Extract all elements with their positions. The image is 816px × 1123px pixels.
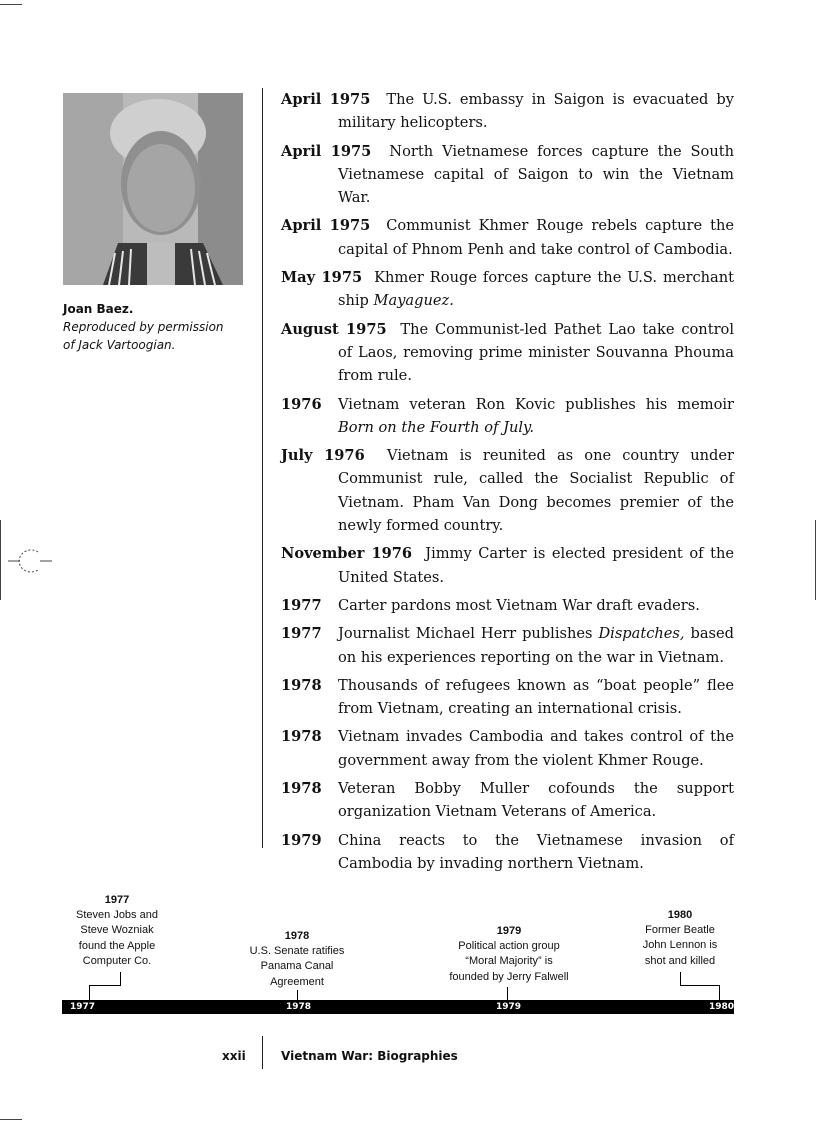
timeline-connector-1980	[680, 985, 720, 986]
entry-date: November 1976	[281, 545, 413, 563]
timeline-event-line: “Moral Majority” is	[465, 955, 553, 968]
timeline-bar-label-1977: 1977	[70, 1002, 96, 1012]
caption-name: Joan Baez.	[63, 302, 134, 316]
timeline-event-line: Steven Jobs and	[76, 909, 158, 922]
timeline-event-line: Computer Co.	[82, 954, 152, 967]
chronology-entry	[281, 140, 734, 210]
entry-text: Thousands of refugees known as “boat people” flee from Vietnam, creating an international crisis.	[338, 676, 734, 718]
entry-date: 1977	[281, 625, 322, 643]
chronology-entry	[281, 318, 734, 388]
registration-mark-icon	[8, 548, 52, 574]
chronology-entry	[281, 88, 734, 135]
joan-baez-photo	[63, 93, 243, 285]
entry-text: Veteran Bobby Muller cofounds the support organization Vietnam Veterans of America.	[338, 780, 734, 821]
entry-text-after: based on his experiences reporting on the war in Vietnam.	[338, 625, 734, 666]
timeline-event-year: 1978	[284, 930, 310, 942]
entry-date: April 1975	[281, 142, 372, 160]
caption-credit-line-2: of Jack Vartoogian.	[63, 338, 176, 352]
chronology-entry	[281, 214, 734, 261]
entry-date: April 1975	[281, 217, 371, 235]
timeline-event-line: Steve Wozniak	[80, 924, 154, 937]
entry-date: 1976	[281, 395, 322, 413]
timeline-bar	[62, 1000, 734, 1014]
entry-text: Journalist Michael Herr publishes	[338, 625, 599, 643]
entry-date: August 1975	[281, 320, 387, 338]
footer-divider	[262, 1036, 263, 1069]
chronology-list	[281, 88, 734, 880]
timeline-event-line: Former Beatle	[645, 924, 715, 937]
timeline-event-1977	[63, 893, 171, 969]
timeline-event-year: 1980	[667, 909, 693, 921]
entry-text: Jimmy Carter is elected president of the United States.	[338, 545, 735, 586]
entry-text: Khmer Rouge forces capture the U.S. merchant ship	[338, 269, 734, 310]
chronology-entry	[281, 674, 734, 721]
timeline-connector-1979	[507, 987, 508, 1000]
entry-date: 1979	[281, 831, 322, 849]
chronology-entry	[281, 829, 734, 876]
timeline-connector-1977	[89, 985, 121, 986]
chronology-entry	[281, 622, 734, 669]
entry-text: Carter pardons most Vietnam War draft evaders.	[338, 596, 700, 614]
photo-caption	[63, 300, 243, 354]
entry-date: May 1975	[281, 269, 363, 287]
chronology-entry	[281, 444, 734, 537]
entry-date: 1978	[281, 728, 322, 746]
entry-text: The U.S. embassy in Saigon is evacuated by military helicopters.	[338, 91, 734, 132]
chronology-entry	[281, 542, 734, 589]
entry-date: 1977	[281, 596, 322, 614]
timeline-event-line: found the Apple	[78, 939, 156, 952]
caption-credit-line-1: Reproduced by permission	[63, 320, 224, 334]
column-divider	[262, 88, 263, 848]
entry-text: The Communist-led Pathet Lao take control of Laos, removing prime minister Souvanna Phouma from rule.	[338, 320, 735, 385]
entry-italic-title: Born on the Fourth of July.	[338, 418, 534, 436]
timeline-event-line: founded by Jerry Falwell	[449, 970, 569, 983]
crop-mark-left-vertical	[0, 520, 1, 600]
entry-text: Vietnam veteran Ron Kovic publishes his memoir	[338, 395, 734, 413]
entry-text: Communist Khmer Rouge rebels capture the capital of Phnom Penh and take control of Cambodia.	[338, 217, 734, 258]
timeline-connector-1977	[120, 972, 121, 986]
timeline-event-line: U.S. Senate ratifies	[249, 945, 345, 958]
timeline-connector-1980	[680, 972, 681, 986]
entry-italic-title: Dispatches,	[598, 625, 685, 643]
timeline-event-year: 1977	[104, 894, 130, 906]
entry-text: North Vietnamese forces capture the South Vietnamese capital of Saigon to win the Vietnam War.	[338, 142, 735, 207]
chronology-entry	[281, 777, 734, 824]
chronology-entry	[281, 725, 734, 772]
timeline-event-1978	[238, 929, 356, 990]
chronology-entry	[281, 393, 734, 440]
timeline-connector-1978	[297, 990, 298, 1000]
chronology-entry	[281, 266, 734, 313]
book-title: Vietnam War: Biographies	[281, 1049, 458, 1063]
timeline-connector-1980	[719, 985, 720, 1000]
entry-date: July 1976	[281, 447, 365, 465]
timeline-event-1980	[628, 908, 732, 969]
entry-italic-title: Mayaguez.	[373, 292, 454, 310]
timeline-event-1979	[437, 924, 581, 985]
timeline-event-year: 1979	[496, 925, 522, 937]
timeline-connector-1977	[89, 985, 90, 1000]
entry-date: 1978	[281, 780, 322, 798]
page-number: xxii	[222, 1049, 246, 1063]
entry-text: Vietnam invades Cambodia and takes control of the government away from the violent Khmer Rouge.	[338, 728, 734, 769]
timeline-event-line: Agreement	[270, 975, 324, 988]
entry-text: Vietnam is reunited as one country under Communist rule, called the Socialist Republic of Vietnam. Pham Van Dong becomes premier of the newly formed country.	[338, 447, 734, 535]
timeline-bar-label-1978: 1978	[286, 1002, 312, 1012]
entry-text: China reacts to the Vietnamese invasion of Cambodia by invading northern Vietnam.	[338, 831, 734, 872]
timeline-event-line: Political action group	[458, 940, 560, 953]
timeline-event-line: Panama Canal	[260, 960, 334, 973]
timeline-event-line: shot and killed	[644, 954, 716, 967]
entry-date: 1978	[281, 676, 322, 694]
timeline-bar-label-1980: 1980	[709, 1002, 735, 1012]
chronology-entry	[281, 594, 734, 617]
timeline-event-line: John Lennon is	[642, 939, 718, 952]
crop-mark-bottom-left	[0, 1119, 22, 1120]
crop-mark-top-left	[0, 4, 22, 5]
entry-date: April 1975	[281, 91, 371, 108]
timeline-bar-label-1979: 1979	[496, 1002, 522, 1012]
